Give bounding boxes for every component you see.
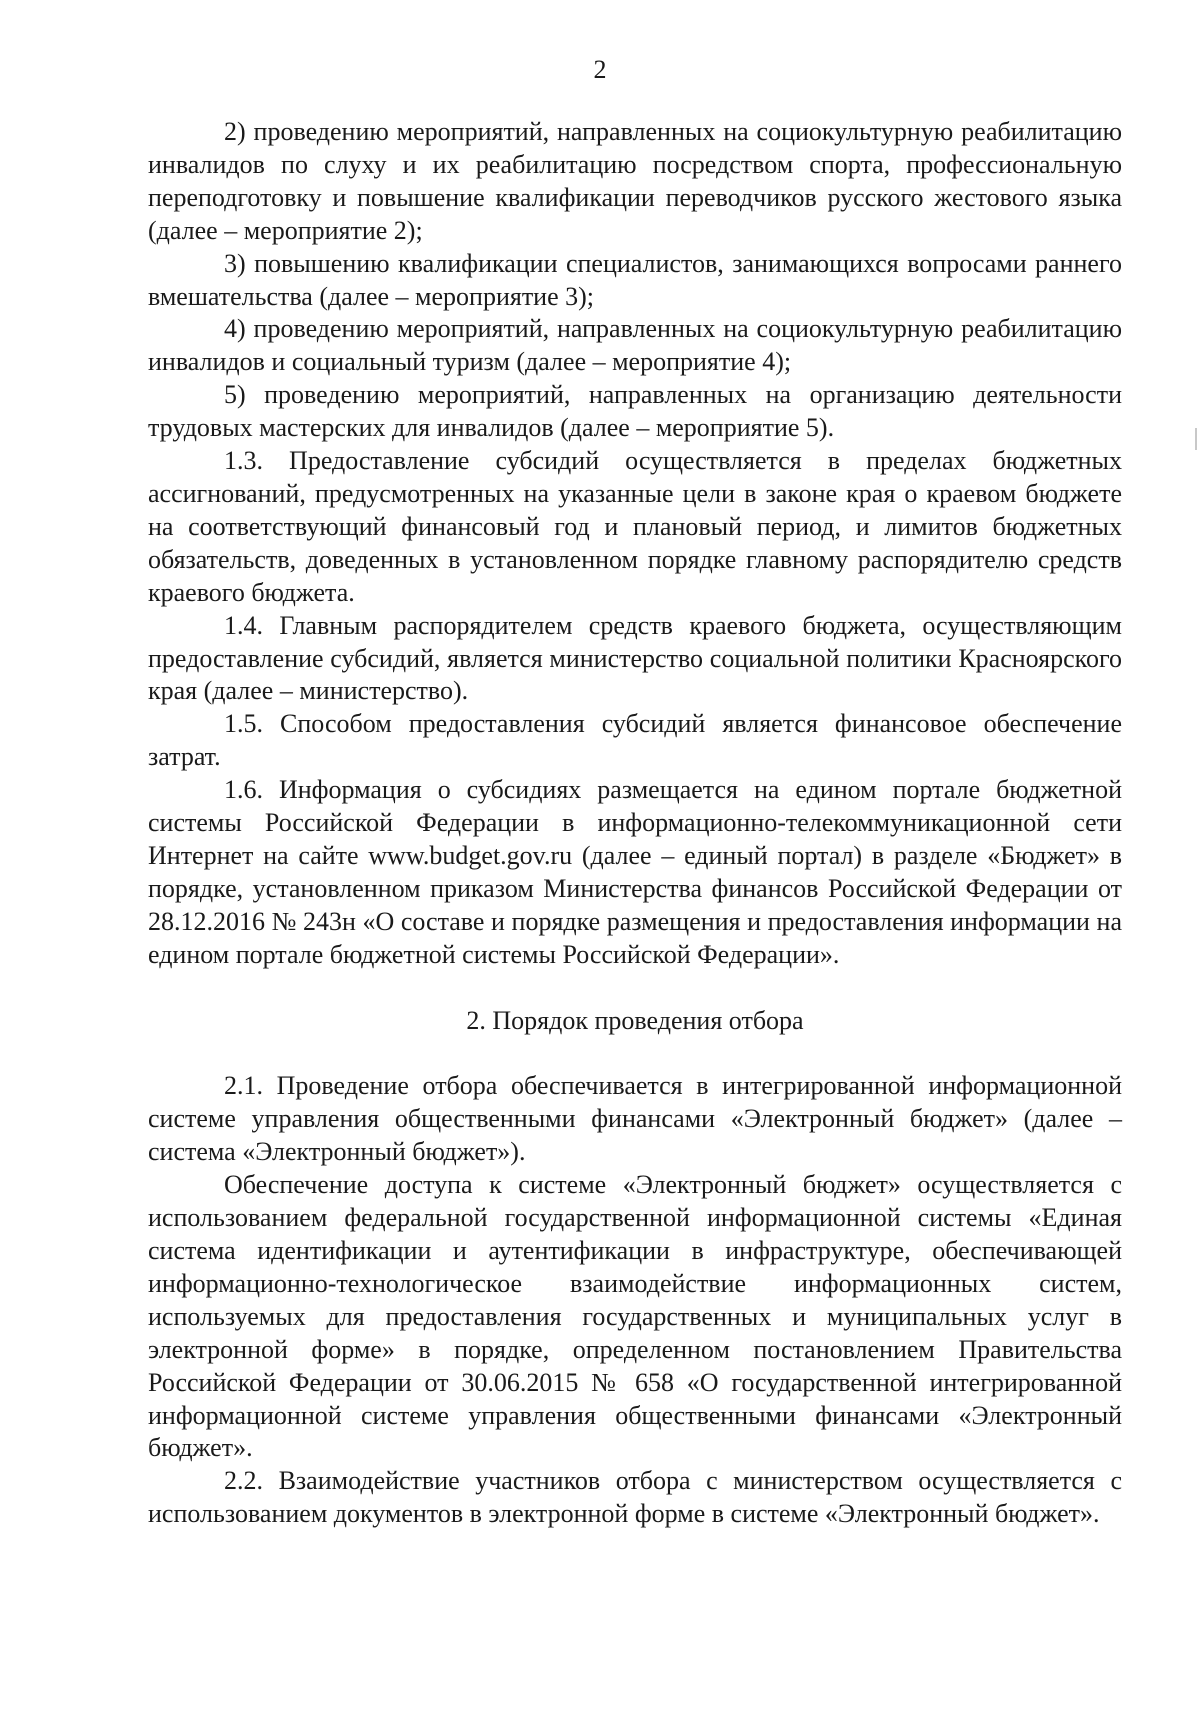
paragraph-1-5: 1.5. Способом предоставления субсидий является финансовое обеспечение затрат. [148, 709, 1122, 772]
scan-edge-mark [1195, 428, 1197, 450]
paragraph-item-5: 5) проведению мероприятий, направленных на организацию деятельности трудовых мастерских для инвалидов (далее – мероприятие 5). [148, 380, 1122, 443]
page-number: 2 [593, 55, 607, 84]
document-body [148, 116, 1122, 1531]
paragraph-1-6: 1.6. Информация о субсидиях размещается на едином портале бюджетной системы Российской Федерации в информационно-телекоммуникационной сети Интернет на сайте www.budget.gov.ru (далее – единый портал) в разделе «Бюджет» в порядке, установленном приказом Министерства финансов Российской Федерации от 28.12.2016 № 243н «О составе и порядке размещения и предоставления информации на едином портале бюджетной системы Российской Федерации». [148, 775, 1122, 969]
paragraph-item-2: 2) проведению мероприятий, направленных на социокультурную реабилитацию инвалидов по слуху и их реабилитацию посредством спорта, профессиональную переподготовку и повышение квалификации переводчиков русского жестового языка (далее – мероприятие 2); [148, 117, 1122, 245]
paragraph-1-3: 1.3. Предоставление субсидий осуществляется в пределах бюджетных ассигнований, предусмотренных на указанные цели в законе края о краевом бюджете на соответствующий финансовый год и плановый период, и лимитов бюджетных обязательств, доведенных в установленном порядке главному распорядителю средств краевого бюджета. [148, 446, 1122, 607]
paragraph-item-4: 4) проведению мероприятий, направленных на социокультурную реабилитацию инвалидов и социальный туризм (далее – мероприятие 4); [148, 314, 1122, 377]
paragraph-item-3: 3) повышению квалификации специалистов, занимающихся вопросами раннего вмешательства (далее – мероприятие 3); [148, 248, 1122, 311]
spacer [148, 1037, 1122, 1070]
paragraph-access: Обеспечение доступа к системе «Электронный бюджет» осуществляется с использованием федеральной государственной информационной системы «Единая система идентификации и аутентификации в инфраструктуре, обеспечивающей информационно-технологическое взаимодействие информационных систем, используемых для предоставления государственных и муниципальных услуг в электронной форме» в порядке, определенном постановлением Правительства Российской Федерации от 30.06.2015 № 658 «О государственной интегрированной информационной системе управления общественными финансами «Электронный бюджет». [148, 1170, 1122, 1463]
paragraph-2-1: 2.1. Проведение отбора обеспечивается в интегрированной информационной системе управления общественными финансами «Электронный бюджет» (далее – система «Электронный бюджет»). [148, 1071, 1122, 1167]
paragraph-2-2: 2.2. Взаимодействие участников отбора с министерством осуществляется с использованием документов в электронной форме в системе «Электронный бюджет». [148, 1466, 1122, 1529]
section-heading: 2. Порядок проведения отбора [466, 1005, 804, 1035]
spacer [148, 972, 1122, 1005]
paragraph-1-4: 1.4. Главным распорядителем средств краевого бюджета, осуществляющим предоставление субсидий, является министерство социальной политики Красноярского края (далее – министерство). [148, 610, 1122, 706]
